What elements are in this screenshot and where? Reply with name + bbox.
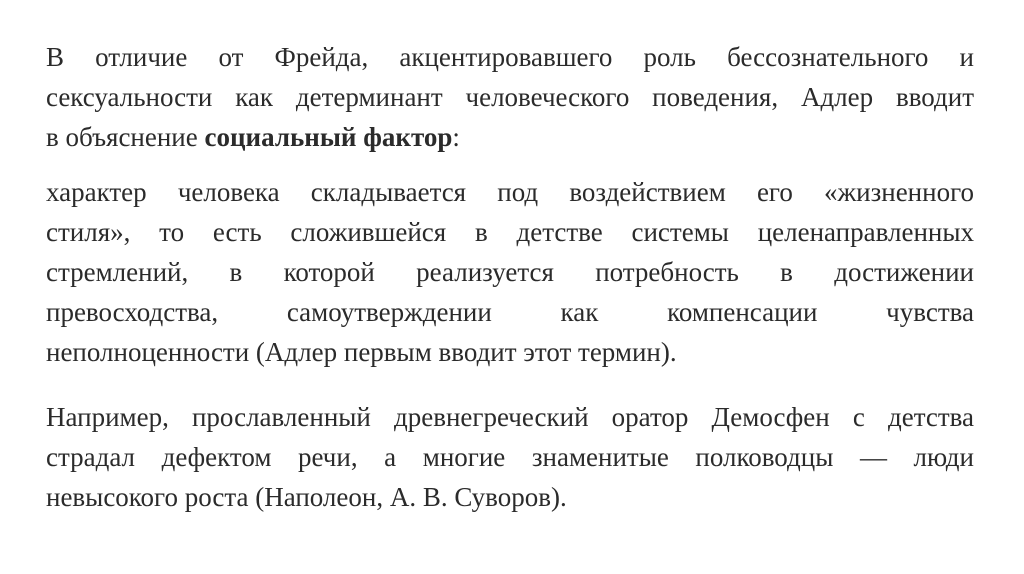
text-line: характер человека складывается под воздействием его «жизненного <box>46 177 974 207</box>
paragraph-lifestyle <box>46 172 974 372</box>
text-line: невысокого роста (Наполеон, А. В. Суворов). <box>46 482 567 512</box>
text-fragment: : <box>452 122 460 152</box>
text-line: В отличие от Фрейда, акцентировавшего роль бессознательного и <box>46 42 974 72</box>
text-line: стиля», то есть сложившейся в детстве системы целенаправленных <box>46 217 974 247</box>
paragraph-freud-comparison <box>46 37 974 157</box>
text-line: превосходства, самоутверждении как компенсации чувства <box>46 297 974 327</box>
text-line <box>46 117 974 157</box>
text-line: страдал дефектом речи, а многие знаменитые полководцы — люди <box>46 442 974 472</box>
bold-term-social-factor: социальный фактор <box>204 122 453 152</box>
paragraph-examples <box>46 397 974 517</box>
text-line: стремлений, в которой реализуется потребность в достижении <box>46 257 974 287</box>
text-line: сексуальности как детерминант человеческого поведения, Адлер вводит <box>46 82 974 112</box>
text-fragment: в объяснение <box>46 122 205 152</box>
text-line: неполноценности (Адлер первым вводит этот термин). <box>46 337 677 367</box>
text-line: Например, прославленный древнегреческий оратор Демосфен с детства <box>46 402 974 432</box>
